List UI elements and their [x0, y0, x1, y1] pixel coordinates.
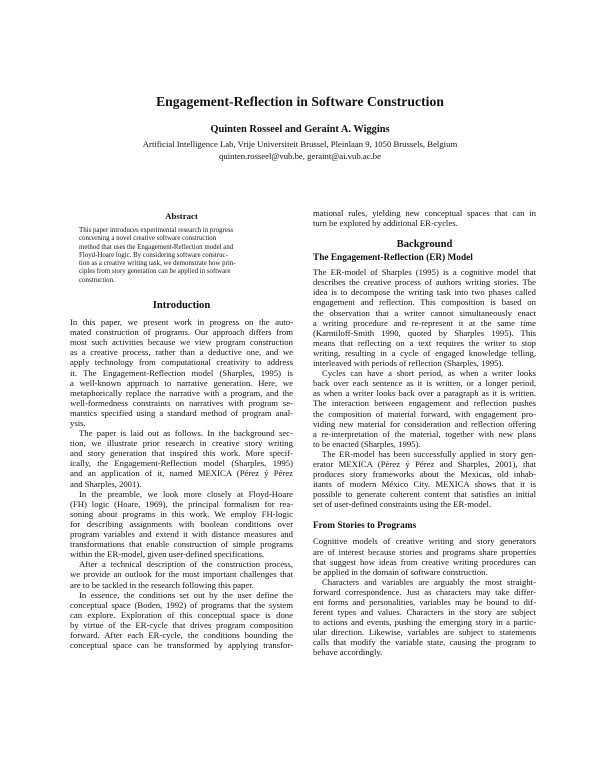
text-line: idea is to decompose the writing task into two phases called — [313, 287, 536, 298]
intro-paragraph-4 — [70, 559, 293, 589]
intro-paragraph-2 — [70, 428, 293, 489]
text-line: ular direction. Likewise, variables are subject to statements — [313, 627, 536, 638]
text-line: set of user-defined constraints using the ER-model. — [313, 499, 492, 510]
text-line: Cognitive models of creative writing and story generators — [313, 536, 536, 547]
text-line: erator MEXICA (Pérez ý Pérez and Sharples, 2001), that — [313, 458, 536, 469]
left-column — [70, 208, 293, 650]
text-line: viding new material for consideration and reflection offering — [313, 418, 536, 429]
abstract-line: concerning a novel creative software construction — [79, 235, 217, 243]
text-line: as a creative process, rather than a deductive one, and we — [70, 347, 293, 358]
text-line: After a technical description of the construction process, — [79, 559, 293, 570]
text-line: well-formedness constraints on narratives with program se- — [70, 397, 293, 408]
text-line: transformations that enable construction of simple programs — [70, 539, 293, 550]
abstract-line: construction. — [79, 276, 115, 284]
text-line: and an application of it, named MEXICA (Pérez ý Pérez — [70, 468, 293, 479]
abstract-text — [79, 227, 275, 285]
er-paragraph-2 — [313, 368, 536, 449]
abstract-line: This paper introduces experimental research in progress — [79, 227, 234, 234]
stories-paragraph-2 — [313, 577, 536, 658]
affiliation: Artificial Intelligence Lab, Vrije Universiteit Brussel, Pleinlaan 9, 1050 Brussels, Belgium — [142, 139, 458, 149]
text-line: Characters and variables are arguably the most straight- — [322, 576, 536, 587]
text-line: behave accordingly. — [313, 647, 383, 658]
text-line: ysis. — [70, 418, 86, 429]
text-line: conceptual space (Boden, 1992) of programs that the system — [70, 599, 293, 610]
text-line: the observation that a writer cannot simultaneously enact — [313, 307, 536, 318]
text-line: forward. After each ER-cycle, the conditions bounding the — [70, 629, 293, 640]
er-model-subheading: The Engagement-Reflection (ER) Model — [313, 253, 473, 264]
er-paragraph-3 — [313, 449, 536, 510]
text-line: writing, resulting in a cycle of engaged knowledge telling, — [313, 347, 536, 358]
abstract-heading: Abstract — [165, 211, 198, 221]
text-line: ically, the Engagement-Reflection model (Sharples, 1995) — [70, 458, 293, 469]
text-line: Cycles can have a short period, as when a writer looks — [322, 368, 536, 379]
text-line: The interaction between engagement and reflection pushes — [313, 398, 536, 409]
text-line: most such activities because we view program construction — [70, 337, 293, 348]
text-line: ferent types and values. Characters in the story are subject — [313, 607, 536, 618]
text-line: In the preamble, we look more closely at Floyd-Hoare — [79, 488, 293, 499]
right-column — [313, 208, 536, 658]
text-line: In essence, the conditions set out by the user define the — [79, 589, 293, 600]
text-line: can explore. Exploration of this conceptual space is done — [70, 609, 293, 620]
text-line: within the ER-model, given user-defined specifications. — [70, 549, 265, 560]
intro-paragraph-3 — [70, 489, 293, 560]
text-line: and Sharples, 2001). — [70, 478, 142, 489]
text-line: interleaved with periods of reflection (Sharples, 1995). — [313, 358, 504, 369]
text-line: turn be explored by additional ER-cycles. — [313, 218, 458, 229]
text-line: (FH) logic (Hoare, 1969), the principal formalism for rea- — [70, 498, 293, 509]
author-affiliation-block — [0, 138, 600, 162]
author-names: Quinten Rosseel and Geraint A. Wiggins — [210, 124, 390, 135]
text-line: a well-known approach to narrative generation. Here, we — [70, 377, 293, 388]
text-line: for describing assignments with boolean conditions over — [70, 518, 293, 529]
text-line: that suggest how ideas from creative writing procedures can — [313, 556, 536, 567]
text-line: be applied in the domain of software construction. — [313, 566, 488, 577]
text-line: we provide an outlook for the most important challenges that — [70, 569, 293, 580]
background-heading: Background — [396, 239, 453, 251]
text-line: mated construction of programs. Our approach differs from — [70, 327, 293, 338]
stories-paragraph-1 — [313, 536, 536, 576]
text-line: calls that modify the variable state, causing the program to — [313, 637, 536, 648]
text-line: The ER-model of Sharples (1995) is a cognitive model that — [313, 267, 536, 278]
text-line: The ER-model has been successfully applied in story gen- — [322, 448, 536, 459]
text-line: mational rules, yielding new conceptual spaces that can in — [313, 208, 536, 218]
author-emails: quinten.rosseel@vub.be, geraint@ai.vub.ac.be — [219, 151, 381, 161]
text-line: (Karmiloff-Smith 1990, quoted by Sharples 1995). This — [313, 327, 536, 338]
text-line: conceptual space can be transformed by applying transfor- — [70, 640, 293, 651]
text-line: it. The Engagement-Reflection model (Sharples, 1995) is — [70, 367, 293, 378]
intro-paragraph-5 — [70, 590, 293, 651]
er-paragraph-1 — [313, 267, 536, 368]
paper-title: Engagement-Reflection in Software Construction — [156, 94, 444, 109]
text-line: metaphorically replace the narrative with a program, and the — [70, 387, 293, 398]
abstract-line: tion as a creative writing task, we demonstrate how prin- — [79, 260, 236, 268]
text-line: a re-interpretation of the material, together with new plans — [313, 428, 536, 439]
abstract-line: ciples from story generation can be applied in software — [79, 268, 231, 276]
stories-to-programs-subheading: From Stories to Programs — [313, 521, 417, 532]
intro-paragraph-1 — [70, 317, 293, 428]
text-line: mantics specified using a standard method of program anal- — [70, 407, 293, 418]
text-line: In this paper, we present work in progress on the auto- — [70, 317, 293, 328]
text-line: a writing procedure and re-represent it at the same time — [313, 317, 536, 328]
text-line: and story generation that inspired this work. More specif- — [70, 448, 293, 459]
text-line: to be enacted (Sharples, 1995). — [313, 438, 421, 449]
text-line: the composition of material forward, with engagement pro- — [313, 408, 536, 419]
abstract-line: Floyd-Hoare logic. By considering software construc- — [79, 251, 228, 259]
text-line: are to be tackled in the research following this paper. — [70, 579, 254, 590]
text-line: as when a writer looks back over a paragraph as it is written. — [313, 388, 536, 399]
text-line: engagement and reflection. This composition is based on — [313, 297, 536, 308]
text-line: possible to generate coherent content that satisfies an initial — [313, 489, 536, 500]
text-line: are of interest because stories and programs share properties — [313, 546, 536, 557]
text-line: ent forms and personalities, variables may be bound to dif- — [313, 597, 536, 607]
text-line: back over each sentence as it is written, or a longer period, — [313, 378, 536, 389]
text-line: describes the creative process of authors writing stories. The — [313, 277, 536, 288]
text-line: soning about programs in this work. We employ FH-logic — [70, 508, 293, 519]
continued-paragraph — [313, 208, 536, 228]
text-line: itants of modern México City. MEXICA shows that it is — [313, 479, 536, 490]
text-line: by virtue of the ER-cycle that drives program composition — [70, 619, 293, 630]
abstract-line: method that uses the Engagement-Reflection model and — [79, 243, 234, 251]
text-line: produces story frameworks about the Mexicas, old inhab- — [313, 469, 536, 480]
text-line: tion, we illustrate prior research in creative story writing — [70, 438, 293, 449]
text-line: means that reflecting on a text requires the writer to stop — [313, 337, 536, 348]
text-line: to actions and events, pushing the emerging story in a partic- — [313, 617, 536, 628]
text-line: program variables and extend it with distance measures and — [70, 529, 293, 540]
introduction-heading: Introduction — [152, 300, 211, 312]
text-line: forward correspondence. Just as characters may take differ- — [313, 586, 536, 597]
text-line: apply technology from computational creativity to address — [70, 357, 293, 368]
text-line: The paper is laid out as follows. In the background sec- — [79, 428, 293, 439]
